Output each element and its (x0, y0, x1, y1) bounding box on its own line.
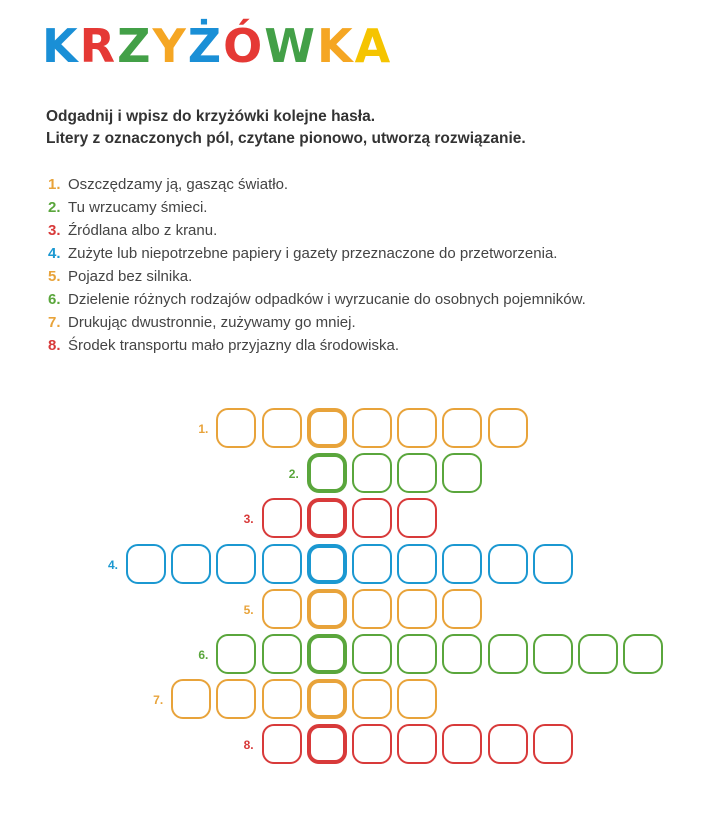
crossword-cell[interactable] (262, 408, 302, 448)
title-letter: Ó (223, 19, 265, 73)
title-letter: K (316, 19, 355, 73)
crossword-cell[interactable] (352, 634, 392, 674)
solution-cell[interactable] (307, 724, 347, 764)
clue-number: 6. (48, 291, 61, 308)
clue-text: Zużyte lub niepotrzebne papiery i gazety przeznaczone do przetworzenia. (68, 245, 558, 262)
title-letter: K (42, 19, 80, 73)
solution-cell[interactable] (307, 589, 347, 629)
title-letter: Ż (187, 19, 224, 73)
clue-text: Drukując dwustronnie, zużywamy go mniej. (68, 314, 356, 331)
crossword-cell[interactable] (126, 544, 166, 584)
row-label: 3. (243, 512, 254, 527)
crossword-cell[interactable] (533, 544, 573, 584)
crossword-cell[interactable] (352, 589, 392, 629)
clue-text: Środek transportu mało przyjazny dla środowiska. (68, 337, 399, 354)
row-label: 4. (107, 557, 118, 572)
crossword-cell[interactable] (352, 544, 392, 584)
crossword-cell[interactable] (578, 634, 618, 674)
instructions-line-2: Litery z oznaczonych pól, czytane pionowo, utworzą rozwiązanie. (46, 130, 526, 147)
clue-number: 7. (48, 314, 61, 331)
row-label: 7. (153, 693, 164, 708)
row-label: 1. (198, 422, 209, 436)
crossword-cell[interactable] (171, 544, 211, 584)
crossword-cell[interactable] (262, 679, 302, 719)
crossword-cell[interactable] (397, 453, 437, 493)
crossword-cell[interactable] (488, 544, 528, 584)
crossword-cell[interactable] (352, 408, 392, 448)
title-letter: Y (152, 19, 188, 73)
row-label: 8. (243, 738, 254, 753)
crossword-cell[interactable] (397, 679, 437, 719)
crossword-cell[interactable] (171, 679, 211, 719)
crossword-cell[interactable] (533, 724, 573, 764)
clue-number: 2. (48, 199, 61, 216)
crossword-cell[interactable] (488, 408, 528, 448)
title-letter: R (79, 19, 118, 73)
solution-cell[interactable] (307, 634, 347, 674)
crossword-cell[interactable] (397, 589, 437, 629)
crossword-cell[interactable] (488, 634, 528, 674)
clue-number: 5. (48, 268, 61, 285)
crossword-cell[interactable] (397, 544, 437, 584)
crossword-cell[interactable] (262, 634, 302, 674)
crossword-cell[interactable] (488, 724, 528, 764)
crossword-cell[interactable] (397, 724, 437, 764)
crossword-cell[interactable] (442, 724, 482, 764)
clue-text: Tu wrzucamy śmieci. (68, 199, 208, 216)
solution-cell[interactable] (307, 544, 347, 584)
crossword-cell[interactable] (397, 408, 437, 448)
clue-text: Oszczędzamy ją, gasząc światło. (68, 176, 289, 193)
solution-cell[interactable] (307, 498, 347, 538)
solution-cell[interactable] (307, 679, 347, 719)
row-label: 5. (243, 602, 254, 617)
crossword-cell[interactable] (442, 589, 482, 629)
clue-number: 8. (48, 337, 61, 354)
crossword-cell[interactable] (216, 408, 256, 448)
solution-cell[interactable] (307, 408, 347, 448)
instructions-line-1: Odgadnij i wpisz do krzyżówki kolejne hasła. (46, 108, 376, 125)
crossword-cell[interactable] (262, 589, 302, 629)
crossword-cell[interactable] (216, 544, 256, 584)
crossword-cell[interactable] (216, 634, 256, 674)
clue-number: 4. (48, 245, 61, 262)
title-letter: W (264, 19, 317, 73)
clue-number: 3. (48, 222, 61, 239)
title-letter: Z (117, 19, 153, 73)
crossword-cell[interactable] (262, 498, 302, 538)
crossword-cell[interactable] (216, 679, 256, 719)
crossword-cell[interactable] (262, 724, 302, 764)
crossword-cell[interactable] (397, 498, 437, 538)
clue-text: Pojazd bez silnika. (68, 268, 193, 285)
title-letter: A (354, 19, 393, 73)
crossword-cell[interactable] (533, 634, 573, 674)
crossword-cell[interactable] (442, 408, 482, 448)
crossword-cell[interactable] (352, 724, 392, 764)
crossword-cell[interactable] (262, 544, 302, 584)
clue-text: Dzielenie różnych rodzajów odpadków i wyrzucanie do osobnych pojemników. (68, 291, 586, 308)
crossword-cell[interactable] (352, 453, 392, 493)
crossword-cell[interactable] (442, 544, 482, 584)
crossword-cell[interactable] (352, 679, 392, 719)
crossword-cell[interactable] (352, 498, 392, 538)
crossword-cell[interactable] (397, 634, 437, 674)
crossword-cell[interactable] (442, 634, 482, 674)
crossword-cell[interactable] (623, 634, 663, 674)
row-label: 2. (288, 467, 299, 482)
crossword-cell[interactable] (442, 453, 482, 493)
clue-number: 1. (48, 176, 61, 193)
clue-text: Źródlana albo z kranu. (68, 222, 218, 239)
row-label: 6. (198, 648, 209, 662)
solution-cell[interactable] (307, 453, 347, 493)
